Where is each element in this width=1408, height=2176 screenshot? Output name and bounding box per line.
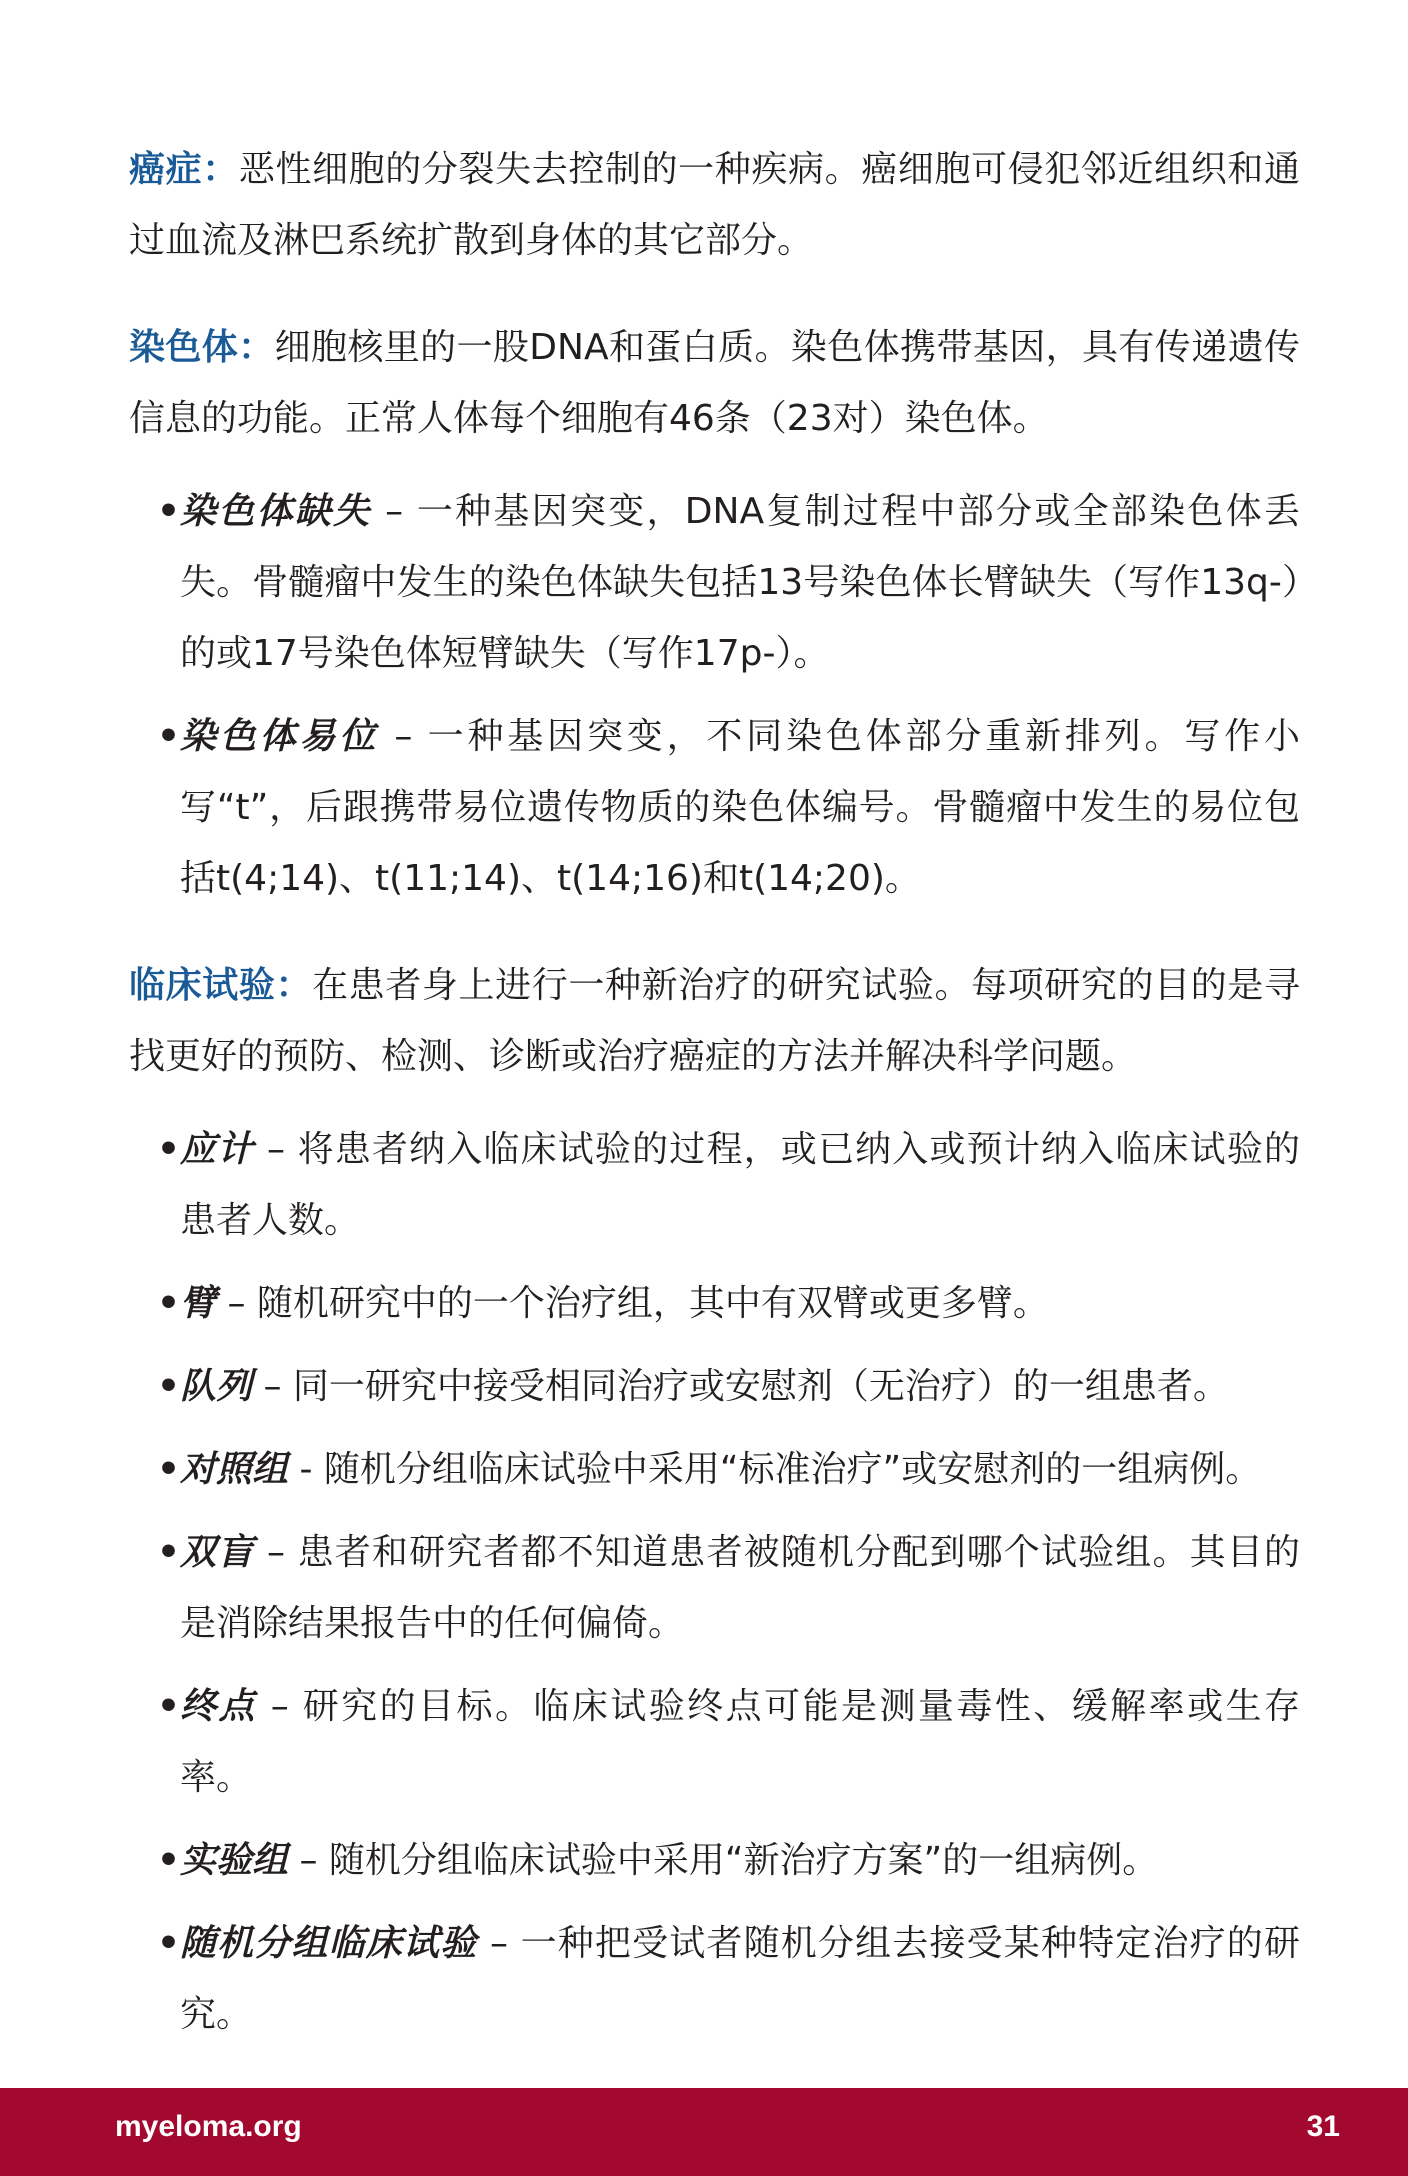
sub-term-list — [129, 476, 1300, 914]
sub-term: 染色体易位 — [180, 716, 380, 757]
list-item — [129, 701, 1300, 914]
sub-term: 队列 — [180, 1366, 253, 1407]
sub-definition: – 一种把受试者随机分组去接受某种特定治疗的研究。 — [180, 1923, 1300, 2035]
sub-definition: – 将患者纳入临床试验的过程，或已纳入或预计纳入临床试验的患者人数。 — [180, 1129, 1300, 1241]
list-item — [129, 1671, 1300, 1813]
sub-definition: – 患者和研究者都不知道患者被随机分配到哪个试验组。其目的是消除结果报告中的任何偏倚。 — [180, 1532, 1300, 1644]
bullet-icon: • — [157, 1840, 181, 1881]
bullet-icon: • — [157, 491, 181, 532]
list-item — [129, 1825, 1300, 1896]
glossary-content — [129, 98, 1300, 2062]
sub-definition: - 随机分组临床试验中采用“标准治疗”或安慰剂的一组病例。 — [288, 1449, 1262, 1490]
list-item — [129, 1908, 1300, 2050]
page-number: 31 — [1306, 2110, 1340, 2143]
sub-definition: – 一种基因突变，DNA复制过程中部分或全部染色体丢失。骨髓瘤中发生的染色体缺失包括13号染色体长臂缺失（写作13q-）的或17号染色体短臂缺失（写作17p-）。 — [180, 491, 1300, 674]
sub-definition: – 随机分组临床试验中采用“新治疗方案”的一组病例。 — [288, 1840, 1159, 1881]
list-item — [129, 1268, 1300, 1339]
glossary-entry-chromosome — [129, 312, 1300, 914]
bullet-icon: • — [157, 1129, 181, 1170]
sub-definition: – 一种基因突变，不同染色体部分重新排列。写作小写“t”，后跟携带易位遗传物质的染色体编号。骨髓瘤中发生的易位包括t(4;14)、t(11;14)、t(14;16)和t(14;20)。 — [180, 716, 1300, 899]
sub-definition: – 研究的目标。临床试验终点可能是测量毒性、缓解率或生存率。 — [180, 1686, 1300, 1798]
definition-chromosome: 细胞核里的一股DNA和蛋白质。染色体携带基因，具有传递遗传信息的功能。正常人体每个细胞有46条（23对）染色体。 — [129, 327, 1300, 439]
glossary-entry-clinical-trial — [129, 950, 1300, 2050]
list-item — [129, 476, 1300, 689]
sub-definition: – 同一研究中接受相同治疗或安慰剂（无治疗）的一组患者。 — [252, 1366, 1229, 1407]
footer-site-link[interactable]: myeloma.org — [115, 2110, 302, 2143]
sub-term: 实验组 — [180, 1840, 289, 1881]
sub-term: 终点 — [180, 1686, 257, 1727]
term-chromosome: 染色体： — [129, 327, 275, 368]
term-cancer: 癌症： — [129, 149, 239, 190]
bullet-icon: • — [157, 1923, 181, 1964]
bullet-icon: • — [157, 716, 181, 757]
list-item — [129, 1351, 1300, 1422]
glossary-entry-cancer — [129, 134, 1300, 276]
sub-term: 对照组 — [180, 1449, 289, 1490]
bullet-icon: • — [157, 1449, 181, 1490]
sub-term: 臂 — [180, 1283, 217, 1324]
definition-clinical-trial: 在患者身上进行一种新治疗的研究试验。每项研究的目的是寻找更好的预防、检测、诊断或治疗癌症的方法并解决科学问题。 — [129, 965, 1300, 1077]
sub-definition: – 随机研究中的一个治疗组，其中有双臂或更多臂。 — [216, 1283, 1049, 1324]
term-clinical-trial: 临床试验： — [129, 965, 313, 1006]
bullet-icon: • — [157, 1686, 181, 1727]
bullet-icon: • — [157, 1532, 181, 1573]
bullet-icon: • — [157, 1283, 181, 1324]
sub-term: 双盲 — [180, 1532, 255, 1573]
sub-term: 应计 — [180, 1129, 255, 1170]
bullet-icon: • — [157, 1366, 181, 1407]
definition-cancer: 恶性细胞的分裂失去控制的一种疾病。癌细胞可侵犯邻近组织和通过血流及淋巴系统扩散到身体的其它部分。 — [129, 149, 1300, 261]
list-item — [129, 1434, 1300, 1505]
sub-term-list — [129, 1114, 1300, 2050]
sub-term: 染色体缺失 — [180, 491, 372, 532]
sub-term: 随机分组临床试验 — [180, 1923, 478, 1964]
list-item — [129, 1517, 1300, 1659]
list-item — [129, 1114, 1300, 1256]
page-footer — [0, 2088, 1408, 2176]
